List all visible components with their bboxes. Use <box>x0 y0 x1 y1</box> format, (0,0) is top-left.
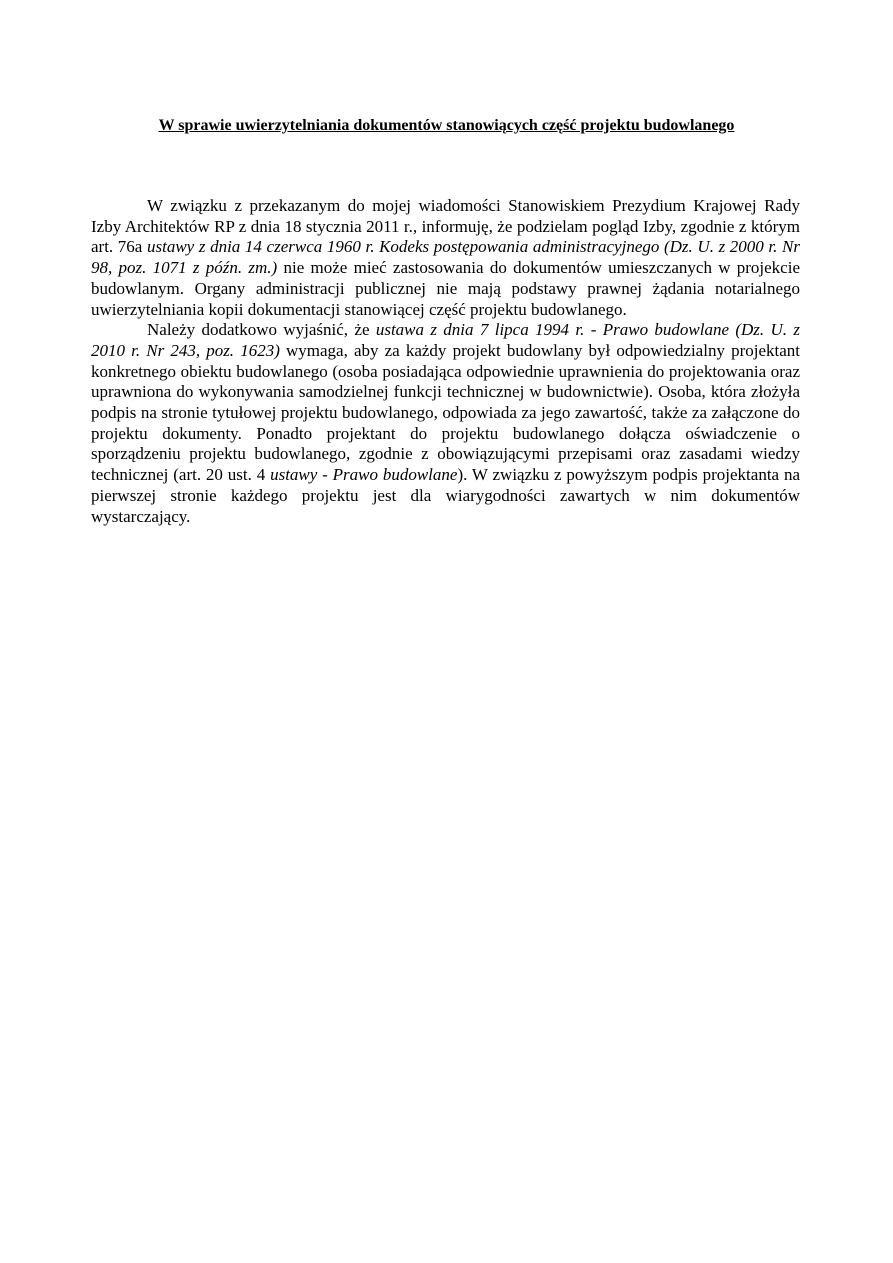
paragraph-1-text-b: nie może mieć zastosowania do dokumentów umieszczanych w projekcie budowlanym. Organy administracji publicznej nie mają podstawy prawnej żądania notarialnego uwierzytelniania kopii dokumentacji stanowiącej część projektu budowlanego. <box>91 258 800 319</box>
document-title: W sprawie uwierzytelniania dokumentów stanowiących część projektu budowlanego <box>158 117 735 134</box>
paragraph-2 <box>91 320 800 527</box>
paragraph-1 <box>91 196 800 320</box>
paragraph-2-citation-prawo-budowlane: ustawa z dnia 7 lipca 1994 r. - Prawo budowlane (Dz. U. z 2010 r. Nr 243, poz. 1623) <box>91 320 800 360</box>
paragraph-1-citation-kpa: ustawy z dnia 14 czerwca 1960 r. Kodeks postępowania administracyjnego (Dz. U. z 2000 r. Nr 98, poz. 1071 z późn. zm.) <box>91 237 800 278</box>
document-body <box>91 196 800 527</box>
paragraph-2-text-b: wymaga, aby za każdy projekt budowlany był odpowiedzialny projektant konkretnego obiektu budowlanego (osoba posiadająca odpowiednie uprawnienia do projektowania oraz uprawniona do wykonywania samodzielnej funkcji technicznej w budownictwie). Osoba, która złożyła podpis na stronie tytułowej projektu budowlanego, odpowiada za jego zawartość, także za załączone do projektu dokumenty. Ponadto projektant do projektu budowlanego dołącza oświadczenie o sporządzeniu projektu budowlanego, zgodnie z obowiązującymi przepisami oraz zasadami wiedzy technicznej (art. 20 ust. 4 <box>91 340 800 485</box>
paragraph-2-text-c: ). W związku z powyższym podpis projektanta na pierwszej stronie każdego projektu jest dla wiarygodności zawartych w nim dokumentów wystarczający. <box>91 465 800 526</box>
paragraph-2-text-a: Należy dodatkowo wyjaśnić, że <box>147 320 376 340</box>
paragraph-1-text-a: W związku z przekazanym do mojej wiadomości Stanowiskiem Prezydium Krajowej Rady Izby Architektów RP z dnia 18 stycznia 2011 r., informuję, że podzielam pogląd Izby, zgodnie z którym art. 76a <box>91 196 800 257</box>
paragraph-2-citation-ustawy: ustawy - Prawo budowlane <box>270 465 458 485</box>
